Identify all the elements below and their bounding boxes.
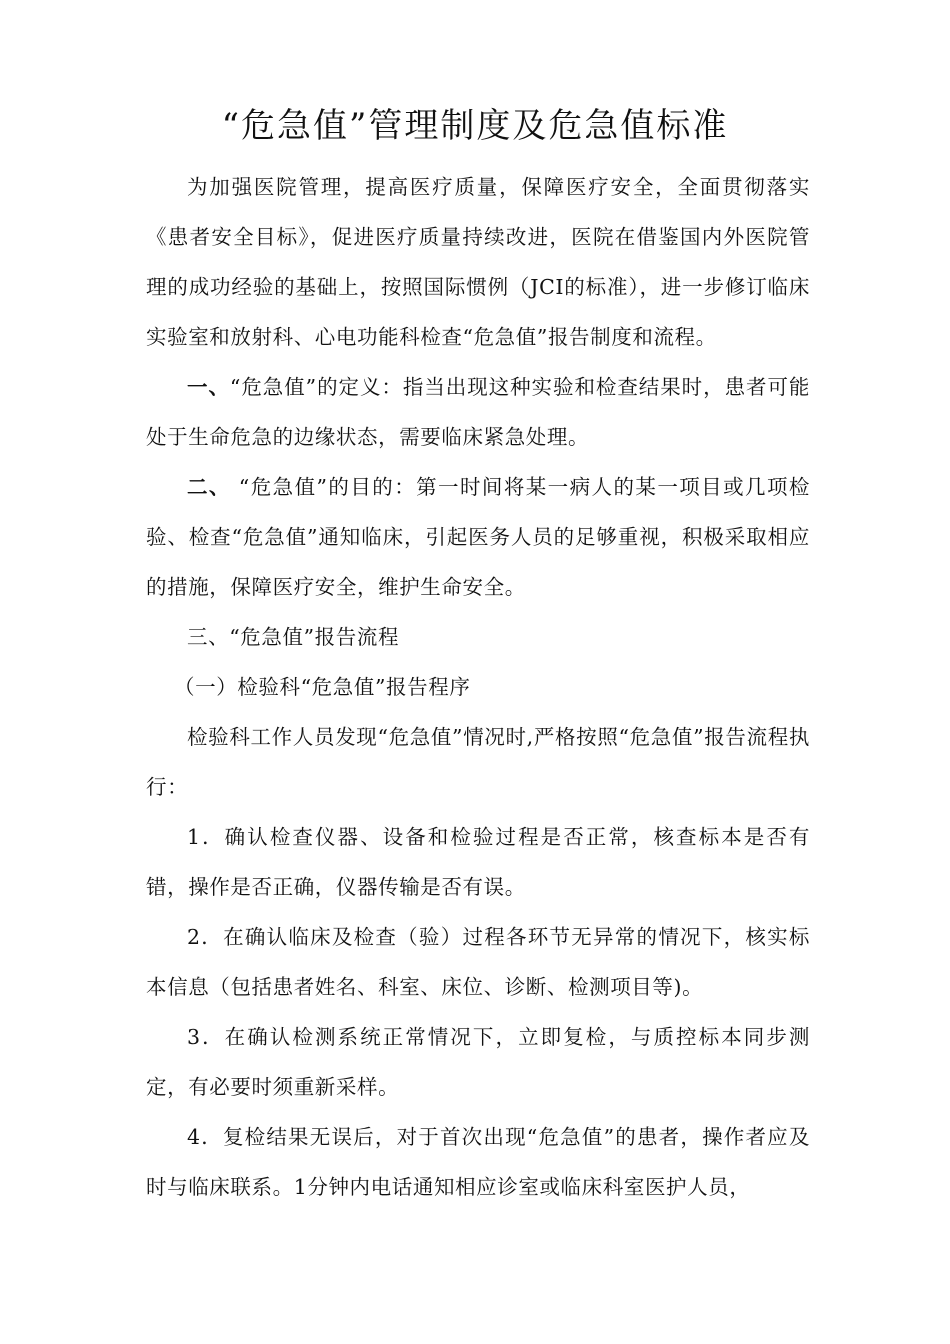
section-2-paragraph — [146, 462, 810, 612]
section-1-label: 一、 — [187, 375, 230, 399]
intro-paragraph: 为加强医院管理，提高医疗质量，保障医疗安全，全面贯彻落实《患者安全目标》，促进医疗质量持续改进，医院在借鉴国内外医院管理的成功经验的基础上，按照国际惯例（JCI的标准），进一步修订临床实验室和放射科、心电功能科检查“危急值”报告制度和流程。 — [146, 175, 810, 349]
document-title: “危急值”管理制度及危急值标准 — [221, 106, 729, 146]
section-2-label: 二、 — [187, 475, 231, 499]
step-2: 2．在确认临床及检查（验）过程各环节无异常的情况下，核实标本信息（包括患者姓名、科室、床位、诊断、检测项目等)。 — [146, 925, 810, 999]
step-3: 3．在确认检测系统正常情况下，立即复检，与质控标本同步测定，有必要时须重新采样。 — [146, 1025, 810, 1099]
section-3-subheading: （一）检验科“危急值”报告程序 — [174, 675, 471, 699]
step-4: 4．复检结果无误后，对于首次出现“危急值”的患者，操作者应及时与临床联系。1分钟内电话通知相应诊室或临床科室医护人员， — [146, 1125, 810, 1199]
section-3-lead: 检验科工作人员发现“危急值”情况时,严格按照“危急值”报告流程执行： — [146, 725, 810, 799]
section-3-heading: 三、“危急值”报告流程 — [187, 625, 400, 649]
section-2-text: “危急值”的目的：第一时间将某一病人的某一项目或几项检验、检查“危急值”通知临床，引起医务人员的足够重视，积极采取相应的措施，保障医疗安全，维护生命安全。 — [146, 475, 810, 599]
document-body — [146, 162, 810, 1212]
section-1-paragraph — [146, 362, 810, 462]
step-1: 1．确认检查仪器、设备和检验过程是否正常，核查标本是否有错，操作是否正确，仪器传输是否有误。 — [146, 825, 810, 899]
section-1-text: “危急值”的定义：指当出现这种实验和检查结果时，患者可能处于生命危急的边缘状态，需要临床紧急处理。 — [146, 375, 811, 449]
